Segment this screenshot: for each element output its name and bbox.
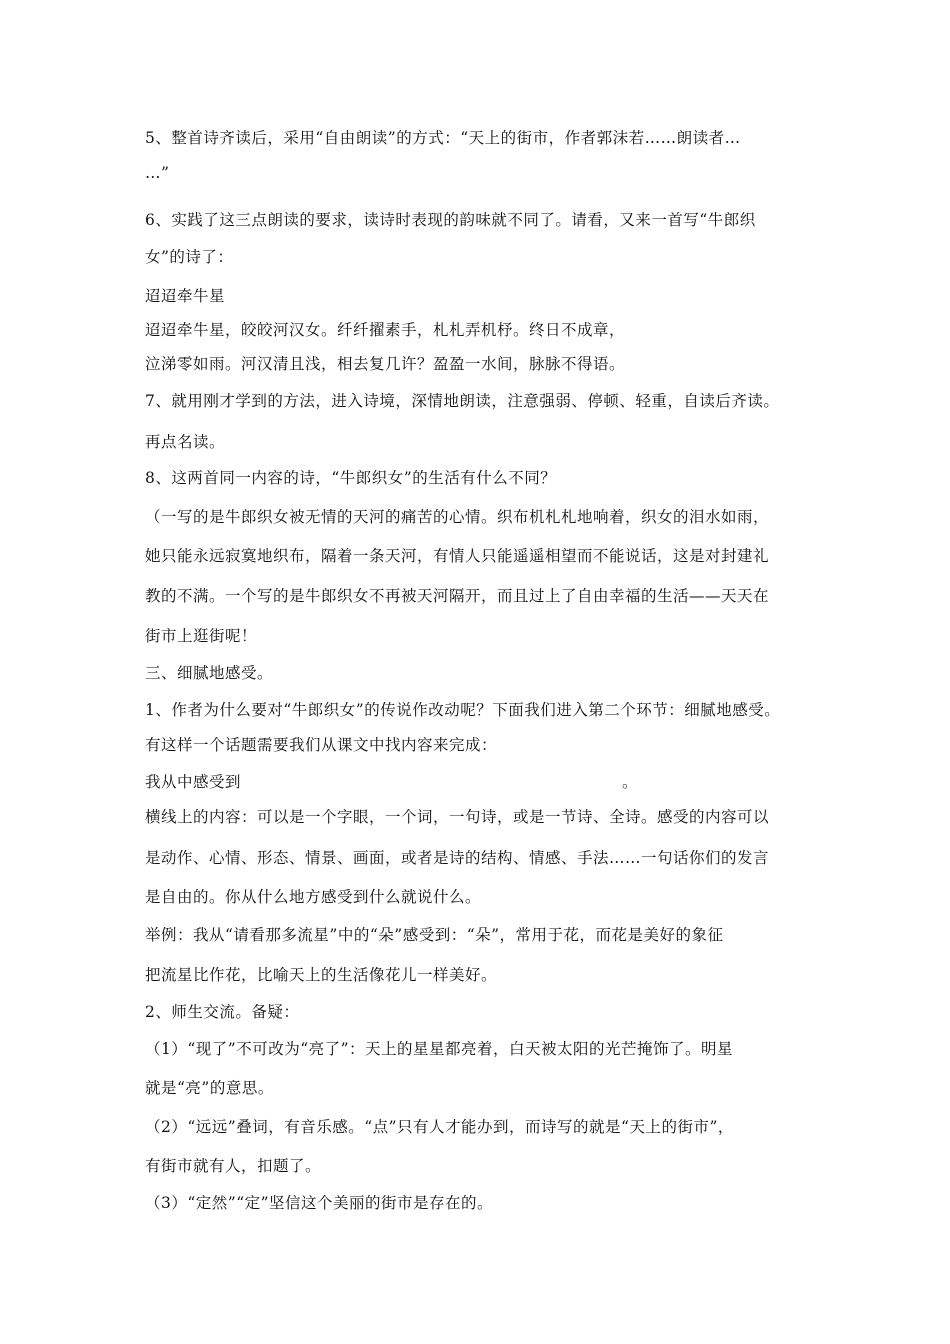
text-line: …” xyxy=(145,164,170,182)
text-line: 街市上逛街呢！ xyxy=(145,627,258,645)
text-line: （3）“定然”“定”坚信这个美丽的街市是存在的。 xyxy=(145,1194,494,1212)
text-line: （2）“远远”叠词，有音乐感。“点”只有人才能办到，而诗写的就是“天上的街市”， xyxy=(145,1118,734,1136)
poem-line: 泣涕零如雨。河汉清且浅，相去复几许？盈盈一水间，脉脉不得语。 xyxy=(145,355,626,373)
text-line: 是自由的。你从什么地方感受到什么就说什么。 xyxy=(145,888,482,906)
blank-end: 。 xyxy=(622,773,639,791)
section-heading: 三、细腻地感受。 xyxy=(145,664,274,682)
text-line: 7、就用刚才学到的方法，进入诗境，深情地朗读，注意强弱、停顿、轻重，自读后齐读。 xyxy=(145,392,780,410)
text-line: 有街市就有人，扣题了。 xyxy=(145,1157,322,1175)
text-line: 1、作者为什么要对“牛郎织女”的传说作改动呢？下面我们进入第二个环节：细腻地感受。 xyxy=(145,701,781,719)
text-line: 8、这两首同一内容的诗，“牛郎织女”的生活有什么不同？ xyxy=(145,469,557,487)
text-line: 是动作、心情、形态、情景、画面，或者是诗的结构、情感、手法……一句话你们的发言 xyxy=(145,849,770,867)
text-line: 把流星比作花，比喻天上的生活像花儿一样美好。 xyxy=(145,966,498,984)
text-line: 女”的诗了： xyxy=(145,248,234,266)
text-line: （一写的是牛郎织女被无情的天河的痛苦的心情。织布机札札地响着，织女的泪水如雨， xyxy=(145,508,770,526)
text-line: 我从中感受到 xyxy=(145,773,242,791)
text-line: （1）“现了”不可改为“亮了”：天上的星星都亮着，白天被太阳的光芒掩饰了。明星 xyxy=(145,1040,734,1058)
poem-title: 迢迢牵牛星 xyxy=(145,287,226,305)
text-line: 举例：我从“请看那多流星”中的“朵”感受到：“朵”，常用于花，而花是美好的象征 xyxy=(145,926,724,944)
text-line: 再点名读。 xyxy=(145,433,226,451)
text-line: 5、整首诗齐读后，采用“自由朗读”的方式：“天上的街市，作者郭沫若……朗读者… xyxy=(145,129,741,147)
text-line: 6、实践了这三点朗读的要求，读诗时表现的韵味就不同了。请看，又来一首写“牛郎织 xyxy=(145,211,756,229)
poem-line: 迢迢牵牛星，皎皎河汉女。纤纤擢素手，札札弄机杼。终日不成章， xyxy=(145,321,626,339)
text-line: 教的不满。一个写的是牛郎织女不再被天河隔开，而且过上了自由幸福的生活——天天在 xyxy=(145,587,770,605)
text-line: 有这样一个话题需要我们从课文中找内容来完成： xyxy=(145,736,498,754)
text-line: 就是“亮”的意思。 xyxy=(145,1079,274,1097)
text-line: 她只能永远寂寞地织布，隔着一条天河，有情人只能遥遥相望而不能说话，这是对封建礼 xyxy=(145,547,770,565)
text-line: 2、师生交流。备疑： xyxy=(145,1003,300,1021)
text-line: 横线上的内容：可以是一个字眼，一个词，一句诗，或是一节诗、全诗。感受的内容可以 xyxy=(145,808,770,826)
